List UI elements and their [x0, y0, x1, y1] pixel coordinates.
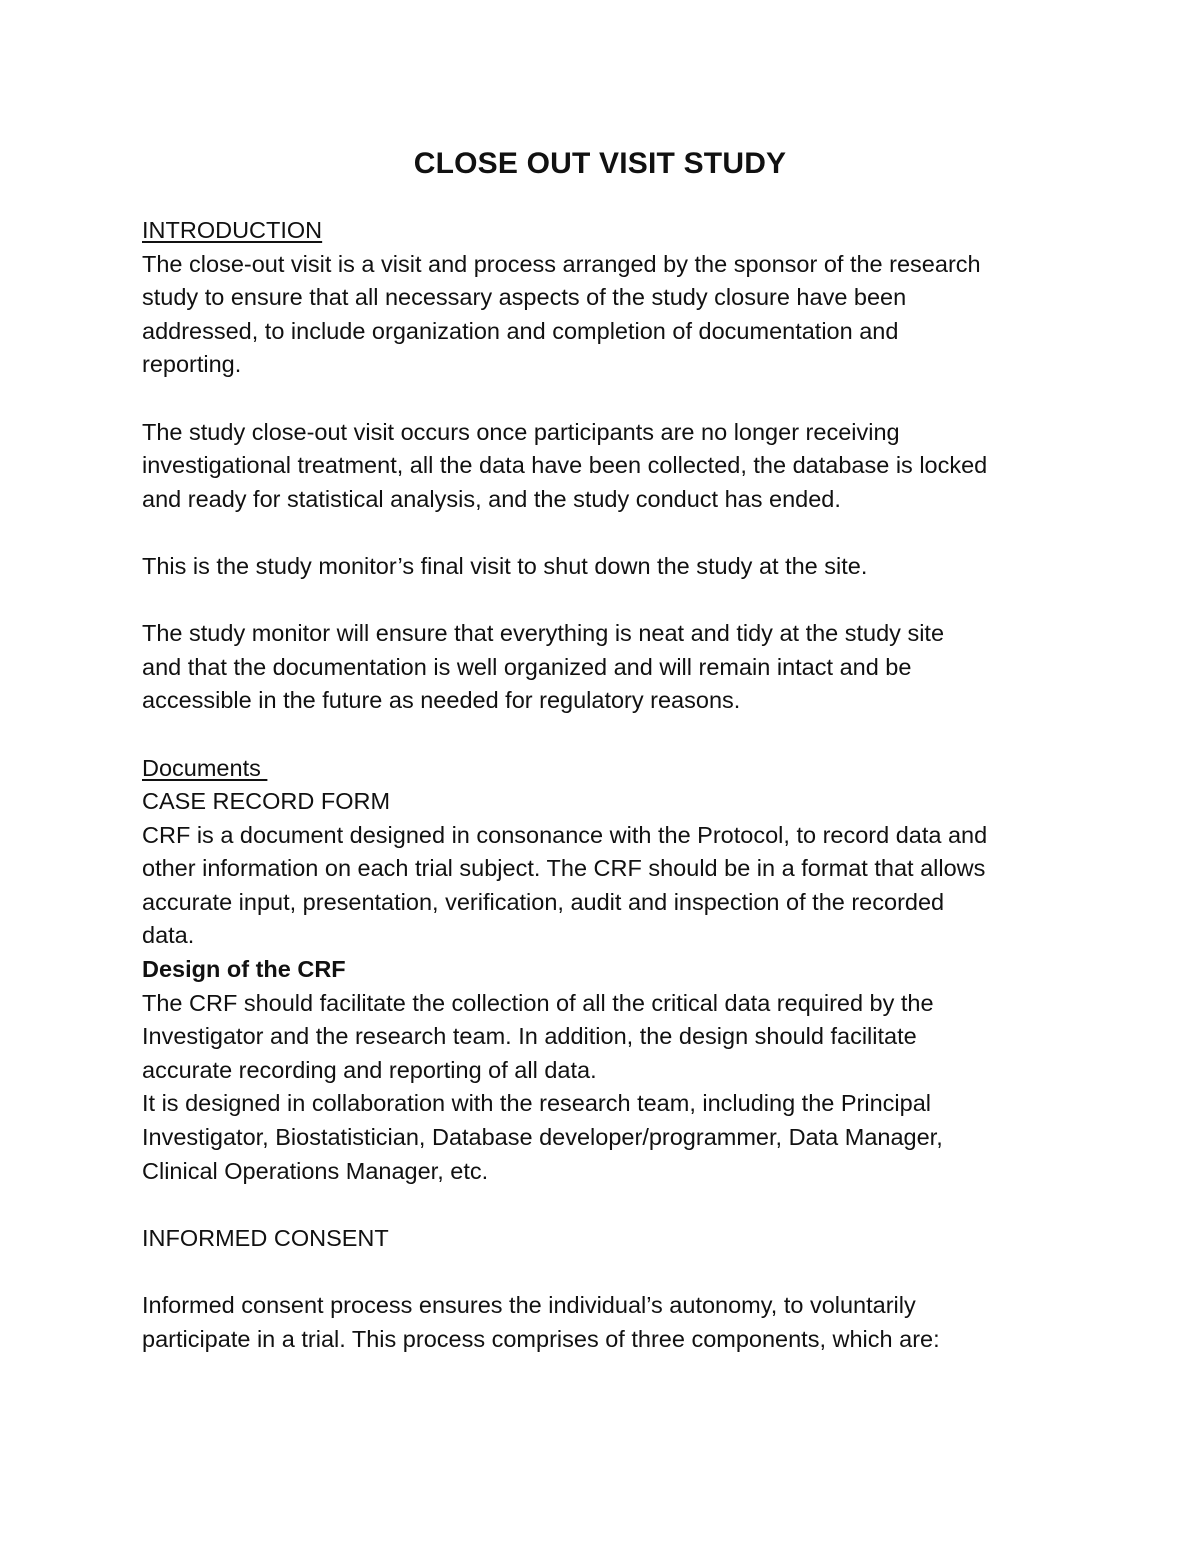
paragraph-spacer	[142, 382, 1072, 416]
paragraph-spacer	[142, 1255, 1072, 1289]
text-line: The study monitor will ensure that everything is neat and tidy at the study site	[142, 620, 945, 647]
page-title: CLOSE OUT VISIT STUDY	[413, 147, 787, 180]
introduction-paragraph-3	[142, 550, 1072, 584]
text-line: and ready for statistical analysis, and the study conduct has ended.	[142, 485, 841, 512]
text-line: This is the study monitor’s final visit to shut down the study at the site.	[142, 552, 868, 579]
paragraph-spacer	[142, 584, 1072, 618]
text-line: The close-out visit is a visit and process arranged by the sponsor of the research	[142, 250, 981, 277]
text-line: Clinical Operations Manager, etc.	[142, 1157, 489, 1184]
text-line: reporting.	[142, 351, 242, 378]
text-line: data.	[142, 922, 195, 949]
introduction-paragraph-4	[142, 617, 1072, 718]
introduction-paragraph-1	[142, 248, 1072, 382]
text-line: Informed consent process ensures the individual’s autonomy, to voluntarily	[142, 1292, 916, 1318]
documents-heading: Documents	[142, 754, 268, 781]
informed-consent-heading: INFORMED CONSENT	[142, 1224, 389, 1251]
introduction-heading: INTRODUCTION	[142, 217, 323, 243]
text-line: accessible in the future as needed for regulatory reasons.	[142, 687, 741, 714]
document-body	[142, 214, 1072, 1356]
text-line: Investigator and the research team. In addition, the design should facilitate	[142, 1023, 917, 1050]
text-line: and that the documentation is well organized and will remain intact and be	[142, 653, 912, 680]
text-line: accurate recording and reporting of all data.	[142, 1056, 597, 1083]
text-line: It is designed in collaboration with the research team, including the Principal	[142, 1090, 931, 1117]
design-crf-paragraph	[142, 987, 1072, 1189]
crf-heading: CASE RECORD FORM	[142, 788, 391, 815]
text-line: participate in a trial. This process comprises of three components, which are:	[142, 1325, 940, 1352]
paragraph-spacer	[142, 718, 1072, 752]
text-line: investigational treatment, all the data have been collected, the database is locked	[142, 452, 988, 479]
text-line: study to ensure that all necessary aspects of the study closure have been	[142, 284, 907, 311]
text-line: CRF is a document designed in consonance with the Protocol, to record data and	[142, 821, 988, 848]
text-line: other information on each trial subject. The CRF should be in a format that allows	[142, 855, 986, 882]
paragraph-spacer	[142, 516, 1072, 550]
text-line: The study close-out visit occurs once participants are no longer receiving	[142, 418, 900, 445]
text-line: addressed, to include organization and completion of documentation and	[142, 317, 899, 344]
crf-paragraph	[142, 819, 1072, 953]
introduction-paragraph-2	[142, 416, 1072, 517]
paragraph-spacer	[142, 1188, 1072, 1222]
text-line: Investigator, Biostatistician, Database developer/programmer, Data Manager,	[142, 1124, 943, 1151]
text-line: accurate input, presentation, verification, audit and inspection of the recorded	[142, 888, 945, 915]
informed-consent-paragraph	[142, 1289, 1072, 1356]
text-line: The CRF should facilitate the collection of all the critical data required by the	[142, 989, 934, 1016]
design-crf-heading: Design of the CRF	[142, 956, 346, 983]
